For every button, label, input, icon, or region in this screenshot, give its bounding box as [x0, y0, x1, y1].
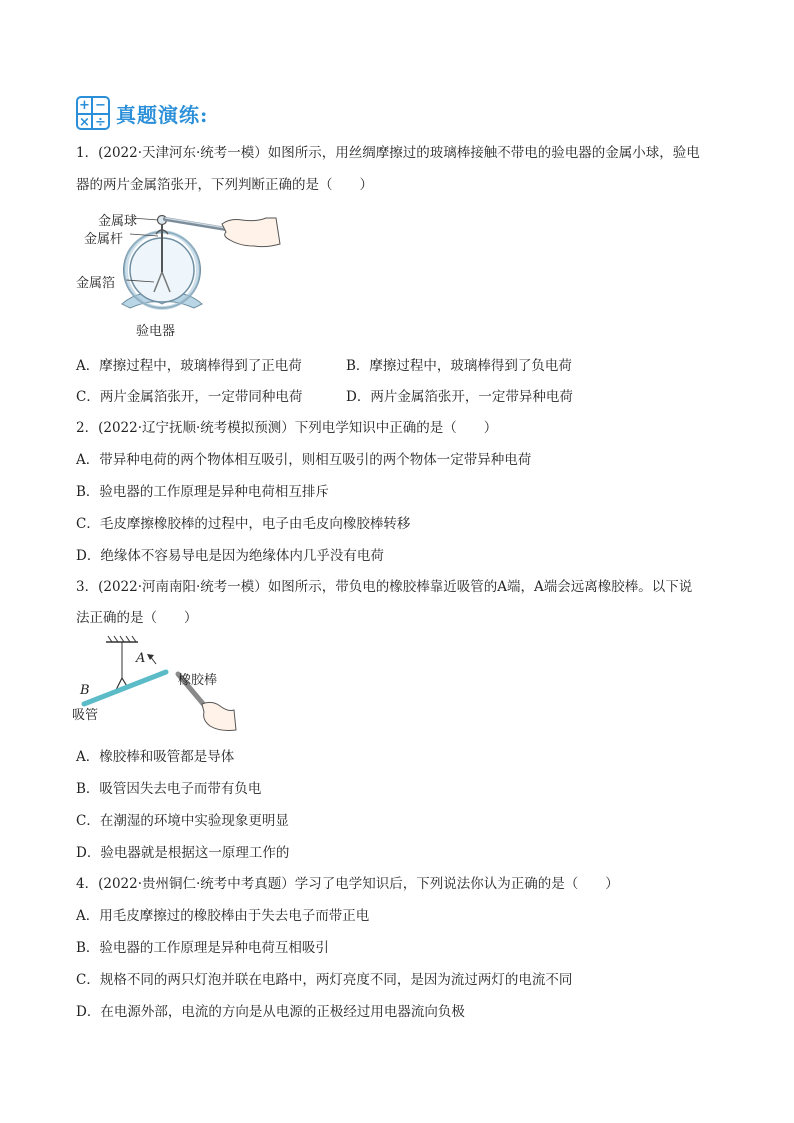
q1-option-d[interactable]: D．两片金属箔张开，一定带异种电荷 [346, 389, 573, 405]
q3-option-b[interactable]: B．吸管因失去电子而带有负电 [76, 781, 262, 797]
q3-option-a[interactable]: A．橡胶棒和吸管都是导体 [76, 749, 235, 765]
point-a-label: A [136, 651, 146, 666]
q3-option-c[interactable]: C．在潮湿的环境中实验现象更明显 [76, 813, 289, 829]
q3-stem-line2: 法正确的是（ ） [76, 610, 198, 626]
section-title: 真题演练: [116, 102, 209, 127]
q1-option-b[interactable]: B．摩擦过程中，玻璃棒得到了负电荷 [346, 358, 572, 374]
q4-option-a[interactable]: A．用毛皮摩擦过的橡胶棒由于失去电子而带正电 [76, 908, 370, 924]
q3-option-d[interactable]: D．验电器就是根据这一原理工作的 [76, 845, 290, 861]
q4-option-b[interactable]: B．验电器的工作原理是异种电荷互相吸引 [76, 940, 329, 956]
q1-stem-line2: 器的两片金属箔张开，下列判断正确的是（ ） [76, 177, 373, 193]
figure1-caption: 验电器 [136, 324, 176, 339]
q2-option-c[interactable]: C．毛皮摩擦橡胶棒的过程中，电子由毛皮向橡胶棒转移 [76, 516, 411, 532]
q2-option-b[interactable]: B．验电器的工作原理是异种电荷相互排斥 [76, 484, 329, 500]
q4-option-c[interactable]: C．规格不同的两只灯泡并联在电路中，两灯亮度不同，是因为流过两灯的电流不同 [76, 972, 573, 988]
q2-stem: 2．(2022·辽宁抚顺·统考模拟预测）下列电学知识中正确的是（ ） [76, 420, 498, 436]
section-header [76, 96, 208, 130]
metal-foil-label: 金属箔 [76, 276, 116, 291]
q3-stem-line1: 3．(2022·河南南阳·统考一模）如图所示，带负电的橡胶棒靠近吸管的A端，A端会远离橡胶棒。以下说 [76, 579, 693, 595]
point-b-label: B [80, 683, 90, 698]
q4-option-d[interactable]: D．在电源外部，电流的方向是从电源的正极经过用电器流向负极 [76, 1004, 465, 1020]
q1-option-a[interactable]: A．摩擦过程中，玻璃棒得到了正电荷 [76, 358, 302, 374]
q2-option-a[interactable]: A．带异种电荷的两个物体相互吸引，则相互吸引的两个物体一定带异种电荷 [76, 452, 532, 468]
q2-option-d[interactable]: D．绝缘体不容易导电是因为绝缘体内几乎没有电荷 [76, 548, 384, 564]
q1-stem-line1: 1．(2022·天津河东·统考一模）如图所示，用丝绸摩擦过的玻璃棒接触不带电的验电器的金属小球，验电 [76, 145, 700, 161]
q4-stem: 4．(2022·贵州铜仁·统考中考真题）学习了电学知识后，下列说法你认为正确的是（ ） [76, 876, 619, 892]
metal-rod-label: 金属杆 [84, 232, 124, 247]
q1-option-c[interactable]: C．两片金属箔张开，一定带同种电荷 [76, 389, 303, 405]
calculator-icon: + − × ÷ [76, 96, 110, 130]
metal-ball-label: 金属球 [98, 214, 138, 229]
rubber-rod-label: 橡胶棒 [178, 673, 218, 688]
straw-label: 吸管 [72, 708, 99, 723]
